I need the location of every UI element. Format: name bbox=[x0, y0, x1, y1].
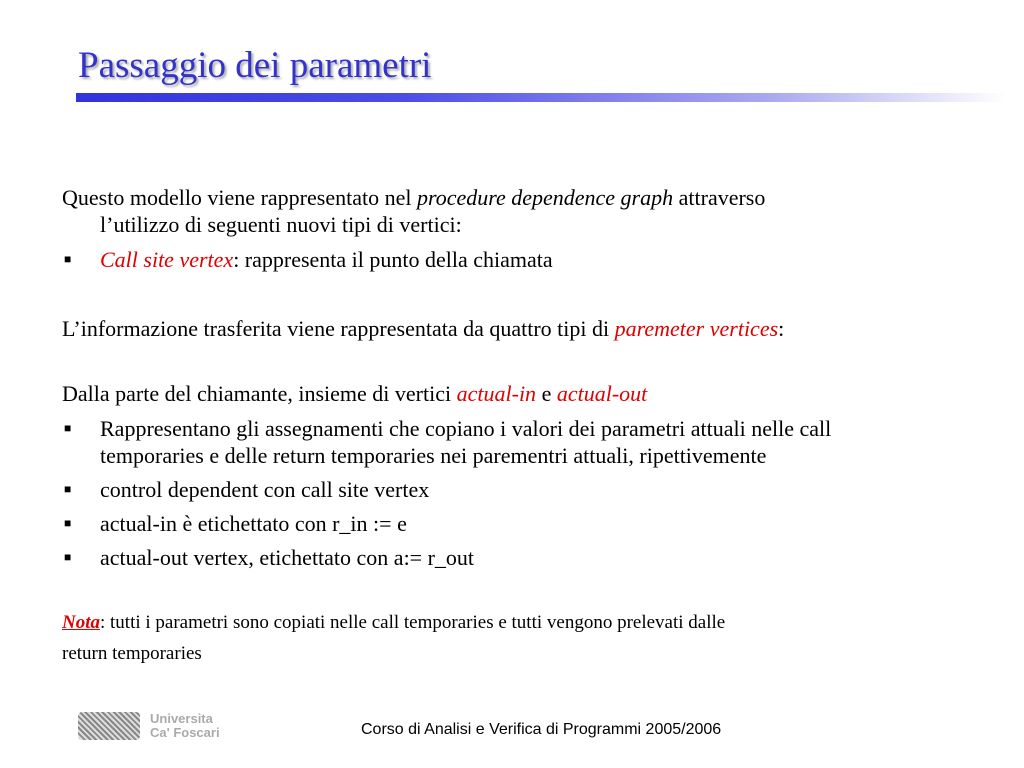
text: Questo modello viene rappresentato nel bbox=[62, 185, 417, 210]
slide-title: Passaggio dei parametri bbox=[78, 45, 432, 86]
university-logo bbox=[78, 712, 140, 740]
bullet-call-site bbox=[100, 247, 553, 273]
bullet-item: Rappresentano gli assegnamenti che copiano i valori dei parametri attuali nelle call bbox=[100, 416, 832, 441]
footer-text: Corso di Analisi e Verifica di Programmi 2005/2006 bbox=[361, 721, 722, 738]
highlight: paremeter vertices bbox=[614, 316, 779, 341]
text: L’informazione trasferita viene rappresentata da quattro tipi di bbox=[62, 316, 615, 341]
highlight: actual-out bbox=[556, 381, 648, 406]
bullet-item: actual-in è etichettato con r_in := e bbox=[100, 511, 407, 536]
bullet-icon: ■ bbox=[64, 550, 72, 564]
logo-line: Ca' Foscari bbox=[150, 725, 220, 740]
paragraph-3 bbox=[62, 381, 647, 407]
text: : tutti i parametri sono copiati nelle call temporaries e tutti vengono prelevati dalle bbox=[100, 612, 726, 633]
bullet-item-cont: temporaries e delle return temporaries nei parementri attuali, ripettivemente bbox=[100, 443, 767, 468]
text: attraverso bbox=[673, 185, 766, 210]
paragraph-1-cont: l’utilizzo di seguenti nuovi tipi di vertici: bbox=[100, 212, 462, 237]
text: : bbox=[778, 316, 785, 341]
text: e bbox=[536, 381, 557, 406]
bullet-icon: ■ bbox=[64, 482, 72, 496]
bullet-icon: ■ bbox=[64, 516, 72, 530]
highlight: actual-in bbox=[456, 381, 537, 406]
highlight: Call site vertex bbox=[100, 247, 234, 272]
bullet-item: control dependent con call site vertex bbox=[100, 477, 430, 502]
text-italic: procedure dependence graph bbox=[416, 185, 674, 210]
bullet-icon: ■ bbox=[64, 252, 72, 266]
title-underline bbox=[76, 93, 1006, 102]
university-name bbox=[150, 712, 220, 740]
text: Dalla parte del chiamante, insieme di vertici bbox=[62, 381, 457, 406]
note-cont: return temporaries bbox=[62, 643, 202, 664]
text: : rappresenta il punto della chiamata bbox=[233, 247, 553, 272]
note bbox=[62, 610, 725, 636]
bullet-icon: ■ bbox=[64, 421, 72, 435]
bullet-item: actual-out vertex, etichettato con a:= r_out bbox=[100, 545, 475, 570]
paragraph-1 bbox=[62, 185, 765, 211]
logo-line: Universita bbox=[150, 711, 213, 726]
note-label: Nota bbox=[62, 612, 100, 633]
paragraph-2 bbox=[62, 316, 784, 342]
